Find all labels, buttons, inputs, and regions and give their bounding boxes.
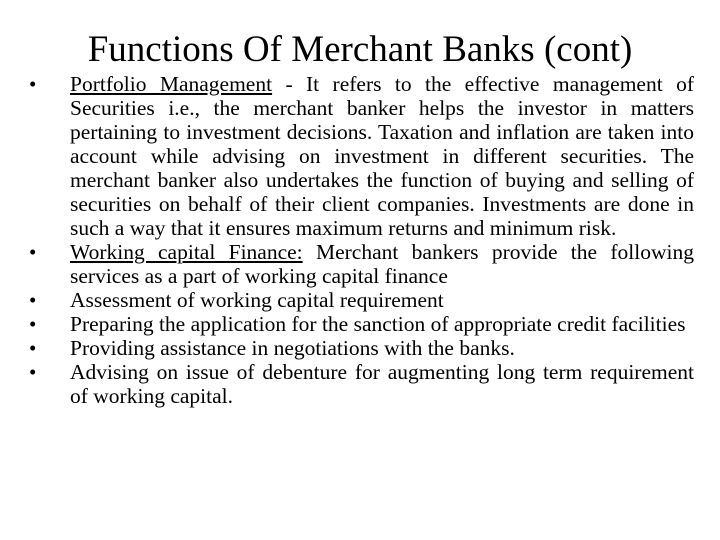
bullet-text: Merchant bankers provide the following services as a part of working capital finance [70, 240, 694, 288]
slide-title: Functions Of Merchant Banks (cont) [87, 29, 633, 70]
bullet-text: Advising on issue of debenture for augmenting long term requirement of working capital. [70, 360, 694, 408]
bullet-text: Assessment of working capital requirement [70, 288, 444, 312]
bullet-text: - It refers to the effective management of Securities i.e., the merchant banker helps the investor in matters pertaining to investment decisions. Taxation and inflation are taken into account while advising on investment in different securities. The merchant banker also undertakes the function of buying and selling of securities on behalf of their client companies. Investments are done in such a way that it ensures maximum returns and minimum risk. [70, 72, 694, 240]
bullet-text: Providing assistance in negotiations with the banks. [70, 336, 515, 360]
bullet-text: Preparing the application for the sanction of appropriate credit facilities [70, 312, 686, 336]
bullet-debenture [26, 360, 694, 408]
bullet-working-capital-finance [26, 240, 694, 288]
bullet-assessment [26, 288, 694, 312]
bullet-list [26, 72, 694, 408]
bullet-heading: Working capital Finance: [70, 240, 303, 264]
bullet-application [26, 312, 694, 336]
bullet-heading: Portfolio Management [70, 72, 273, 96]
bullet-portfolio-management [26, 72, 694, 240]
bullet-negotiations [26, 336, 694, 360]
